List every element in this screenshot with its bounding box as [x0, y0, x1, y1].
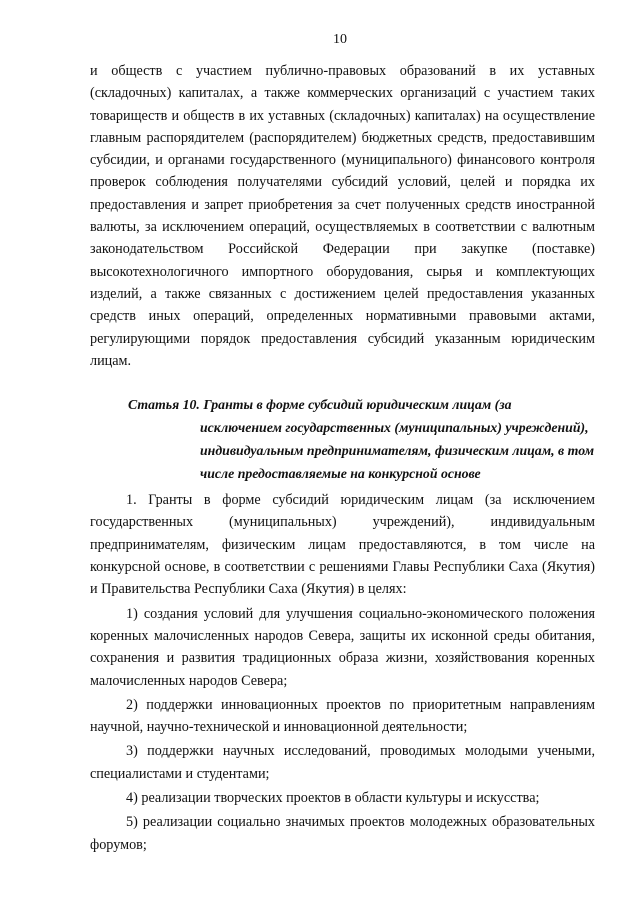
list-item: 3) поддержки научных исследований, проводимых молодыми учеными, специалистами и студентами; [90, 743, 595, 782]
article-heading: Статья 10. Гранты в форме субсидий юридическим лицам (за исключением государственных (муниципальных) учреждений), индивидуальным предпринимателям, физическим лицам, в том числе предоставляемые на конкурсной основе [128, 397, 595, 482]
page-number: 10 [333, 32, 347, 47]
list-item: 5) реализации социально значимых проектов молодежных образовательных форумов; [90, 814, 595, 853]
clause-paragraph: 1. Гранты в форме субсидий юридическим лицам (за исключением государственных (муниципальных) учреждений), индивидуальным предпринимателям, физическим лицам предоставляются, в том числе на конкурсной основе, в соответствии с решениями Главы Республики Саха (Якутия) и Правительства Республики Саха (Якутия) в целях: [90, 492, 595, 598]
list-item: 4) реализации творческих проектов в области культуры и искусства; [126, 790, 540, 807]
list-item: 2) поддержки инновационных проектов по приоритетным направлениям научной, научно-технической и инновационной деятельности; [90, 696, 595, 736]
document-body [90, 60, 595, 856]
intro-paragraph: и обществ с участием публично-правовых образований в их уставных (складочных) капиталах, а также коммерческих организаций с участием таких товариществ и обществ в их уставных (складочных) капиталах) на осуществление главным распорядителем (распорядителем) бюджетных средств, предоставившим субсидии, и органами государственного (муниципального) финансового контроля проверок соблюдения получателями субсидий условий, целей и порядка их предоставления и запрет приобретения за счет полученных средств иностранной валюты, за исключением операций, осуществляемых в соответствии с валютным законодательством Российской Федерации при закупке (поставке) высокотехнологичного импортного оборудования, сырья и комплектующих изделий, а также связанных с достижением целей предоставления указанных средств иных операций, определенных нормативными правовыми актами, регулирующими порядок предоставления субсидий указанным юридическим лицам. [90, 63, 595, 369]
list-item: 1) создания условий для улучшения социально-экономического положения коренных малочисленных народов Севера, защиты их исконной среды обитания, сохранения и развития традиционных образа жизни, хозяйствования коренных малочисленных народов Севера; [90, 605, 595, 689]
